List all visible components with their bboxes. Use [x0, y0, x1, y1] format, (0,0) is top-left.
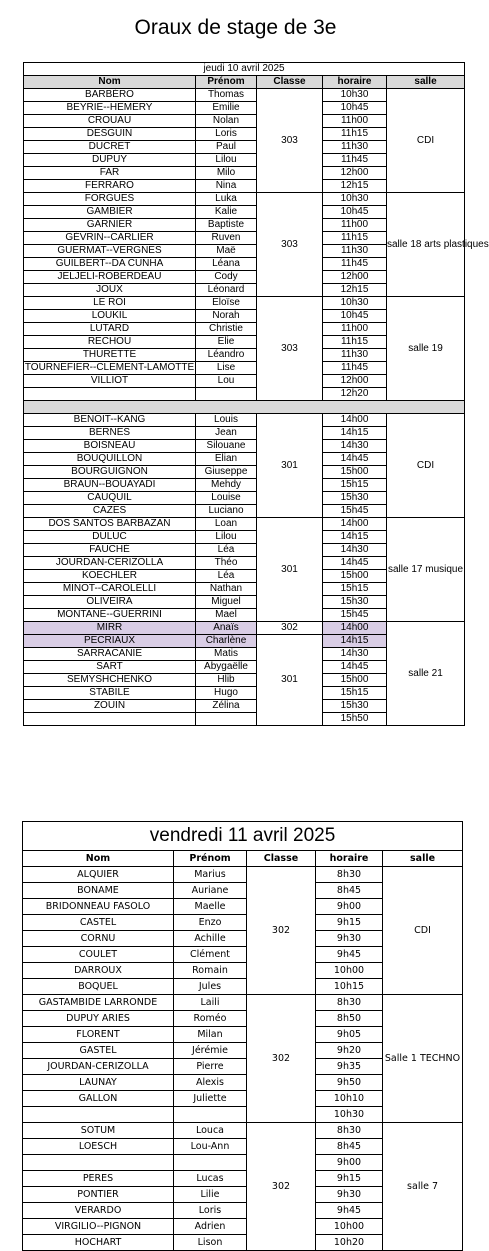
cell-prenom: Léana	[196, 258, 257, 271]
cell-horaire: 9h45	[316, 947, 383, 963]
table-row	[24, 89, 465, 102]
cell-horaire: 9h15	[316, 915, 383, 931]
cell-prenom: Louca	[174, 1123, 247, 1139]
cell-horaire: 11h30	[323, 245, 387, 258]
cell-prenom: Laili	[174, 995, 247, 1011]
cell-horaire: 15h15	[323, 583, 387, 596]
page-title: Oraux de stage de 3e	[134, 16, 337, 39]
cell-nom: FERRARO	[24, 180, 196, 193]
cell-prenom: Baptiste	[196, 219, 257, 232]
cell-prenom: Loan	[196, 518, 257, 531]
cell-salle: salle 17 musique	[387, 518, 465, 622]
cell-prenom: Jérémie	[174, 1043, 247, 1059]
cell-nom: LOUKIL	[24, 310, 196, 323]
cell-salle: CDI	[387, 89, 465, 193]
cell-prenom	[196, 713, 257, 726]
cell-horaire: 11h00	[323, 219, 387, 232]
cell-prenom: Nathan	[196, 583, 257, 596]
cell-nom: LAUNAY	[23, 1075, 174, 1091]
cell-horaire: 11h30	[323, 141, 387, 154]
cell-horaire: 15h00	[323, 466, 387, 479]
cell-horaire: 8h45	[316, 883, 383, 899]
cell-nom: GÉVRIN--CARLIER	[24, 232, 196, 245]
cell-horaire: 9h05	[316, 1027, 383, 1043]
cell-nom: BARBÉRO	[24, 89, 196, 102]
cell-prenom: Hlib	[196, 674, 257, 687]
cell-prenom: Zélina	[196, 700, 257, 713]
cell-classe: 302	[247, 995, 316, 1123]
cell-nom: GUILBERT--DA CUNHA	[24, 258, 196, 271]
cell-nom: FLORENT	[23, 1027, 174, 1043]
cell-nom: SEMYSHCHENKO	[24, 674, 196, 687]
cell-prenom	[196, 388, 257, 401]
cell-horaire: 11h30	[323, 349, 387, 362]
cell-horaire: 10h10	[316, 1091, 383, 1107]
cell-nom: BOURGUIGNON	[24, 466, 196, 479]
cell-nom: SOTUM	[23, 1123, 174, 1139]
header-prenom: Prénom	[196, 76, 257, 89]
cell-nom: THURETTE	[24, 349, 196, 362]
cell-prenom: Clément	[174, 947, 247, 963]
header-classe: Classe	[247, 851, 316, 867]
cell-prenom: Loris	[196, 128, 257, 141]
cell-prenom: Kalie	[196, 206, 257, 219]
cell-prenom: Eloïse	[196, 297, 257, 310]
cell-nom: VERARDO	[23, 1203, 174, 1219]
cell-nom: STABILE	[24, 687, 196, 700]
cell-nom	[24, 713, 196, 726]
header-classe: Classe	[257, 76, 323, 89]
cell-prenom: Jean	[196, 427, 257, 440]
cell-horaire: 11h45	[323, 362, 387, 375]
cell-prenom: Maë	[196, 245, 257, 258]
cell-prenom: Marius	[174, 867, 247, 883]
cell-horaire: 9h30	[316, 931, 383, 947]
day-caption: jeudi 10 avril 2025	[24, 63, 465, 76]
cell-classe: 302	[257, 622, 323, 635]
cell-horaire: 10h30	[316, 1107, 383, 1123]
cell-prenom: Cody	[196, 271, 257, 284]
cell-horaire: 9h45	[316, 1203, 383, 1219]
cell-prenom: Loris	[174, 1203, 247, 1219]
cell-nom: GARNIER	[24, 219, 196, 232]
cell-horaire: 14h00	[323, 622, 387, 635]
cell-nom: BOQUEL	[23, 979, 174, 995]
cell-classe: 302	[247, 867, 316, 995]
header-salle: salle	[383, 851, 463, 867]
cell-nom: LE ROI	[24, 297, 196, 310]
cell-nom: BENOIT--KANG	[24, 414, 196, 427]
cell-nom: MINOT--CAROLELLI	[24, 583, 196, 596]
cell-prenom: Milan	[174, 1027, 247, 1043]
cell-horaire: 9h00	[316, 1155, 383, 1171]
cell-nom: OLIVEIRA	[24, 596, 196, 609]
table-row	[24, 193, 465, 206]
cell-nom: JOURDAN-CERIZOLLA	[23, 1059, 174, 1075]
cell-nom: BRAUN--BOUAYADI	[24, 479, 196, 492]
cell-prenom: Léonard	[196, 284, 257, 297]
cell-nom: GASTAMBIDE LARRONDE	[23, 995, 174, 1011]
header-salle: salle	[387, 76, 465, 89]
cell-prenom: Anaïs	[196, 622, 257, 635]
cell-horaire: 9h00	[316, 899, 383, 915]
cell-prenom: Adrien	[174, 1219, 247, 1235]
cell-horaire: 15h30	[323, 596, 387, 609]
header-nom: Nom	[24, 76, 196, 89]
cell-horaire: 8h45	[316, 1139, 383, 1155]
cell-nom: DOS SANTOS BARBAZAN	[24, 518, 196, 531]
cell-prenom: Juliette	[174, 1091, 247, 1107]
cell-nom: GALLON	[23, 1091, 174, 1107]
cell-horaire: 8h30	[316, 1123, 383, 1139]
cell-prenom: Christie	[196, 323, 257, 336]
cell-prenom: Nina	[196, 180, 257, 193]
header-horaire: horaire	[323, 76, 387, 89]
cell-horaire: 11h00	[323, 115, 387, 128]
cell-prenom: Charlène	[196, 635, 257, 648]
cell-nom: FAR	[24, 167, 196, 180]
cell-prenom: Louise	[196, 492, 257, 505]
cell-nom: CORNU	[23, 931, 174, 947]
cell-horaire: 14h00	[323, 414, 387, 427]
cell-horaire: 9h35	[316, 1059, 383, 1075]
cell-horaire: 10h45	[323, 310, 387, 323]
cell-prenom	[174, 1155, 247, 1171]
cell-horaire: 12h15	[323, 180, 387, 193]
cell-horaire: 10h30	[323, 297, 387, 310]
cell-prenom: Mael	[196, 609, 257, 622]
cell-prenom: Alexis	[174, 1075, 247, 1091]
cell-nom: JOURDAN-CERIZOLLA	[24, 557, 196, 570]
cell-prenom: Pierre	[174, 1059, 247, 1075]
cell-prenom: Léandro	[196, 349, 257, 362]
cell-horaire: 11h15	[323, 232, 387, 245]
cell-salle: CDI	[387, 414, 465, 518]
cell-horaire: 11h45	[323, 154, 387, 167]
cell-horaire: 14h30	[323, 440, 387, 453]
cell-nom: CAUQUIL	[24, 492, 196, 505]
cell-horaire: 12h00	[323, 167, 387, 180]
cell-horaire: 8h50	[316, 1011, 383, 1027]
cell-classe: 303	[257, 89, 323, 193]
cell-nom: JELJELI-ROBERDEAU	[24, 271, 196, 284]
cell-nom	[24, 388, 196, 401]
cell-prenom: Giuseppe	[196, 466, 257, 479]
cell-prenom: Lou-Ann	[174, 1139, 247, 1155]
cell-nom: LUTARD	[24, 323, 196, 336]
cell-prenom: Elie	[196, 336, 257, 349]
cell-horaire: 9h15	[316, 1171, 383, 1187]
cell-classe: 302	[247, 1123, 316, 1251]
cell-horaire: 15h45	[323, 609, 387, 622]
cell-horaire: 10h00	[316, 963, 383, 979]
cell-horaire: 15h30	[323, 700, 387, 713]
cell-horaire: 14h45	[323, 661, 387, 674]
cell-nom: DUPUY	[24, 154, 196, 167]
cell-nom: CAZES	[24, 505, 196, 518]
cell-salle: CDI	[383, 867, 463, 995]
cell-prenom: Lilou	[196, 531, 257, 544]
table-row	[24, 622, 465, 635]
cell-horaire: 10h30	[323, 193, 387, 206]
cell-nom: DESGUIN	[24, 128, 196, 141]
cell-horaire: 10h15	[316, 979, 383, 995]
cell-prenom: Nolan	[196, 115, 257, 128]
cell-nom: RECHOU	[24, 336, 196, 349]
cell-prenom: Léa	[196, 570, 257, 583]
cell-prenom: Lou	[196, 375, 257, 388]
cell-horaire: 11h15	[323, 128, 387, 141]
cell-prenom: Silouane	[196, 440, 257, 453]
header-horaire: horaire	[316, 851, 383, 867]
cell-horaire: 15h30	[323, 492, 387, 505]
header-nom: Nom	[23, 851, 174, 867]
cell-nom: BRIDONNEAU FASOLO	[23, 899, 174, 915]
cell-nom: CROUAU	[24, 115, 196, 128]
cell-salle: salle 21	[387, 622, 465, 726]
cell-horaire: 14h45	[323, 557, 387, 570]
cell-horaire: 14h45	[323, 453, 387, 466]
table-row	[24, 297, 465, 310]
cell-horaire: 14h30	[323, 648, 387, 661]
cell-prenom: Abygaëlle	[196, 661, 257, 674]
cell-prenom: Léa	[196, 544, 257, 557]
cell-nom: SARRACANIE	[24, 648, 196, 661]
cell-prenom	[174, 1107, 247, 1123]
cell-nom: BOISNEAU	[24, 440, 196, 453]
cell-nom: KOECHLER	[24, 570, 196, 583]
separator-row	[24, 401, 465, 414]
cell-nom: FORGUES	[24, 193, 196, 206]
cell-prenom: Luciano	[196, 505, 257, 518]
table-row	[23, 995, 463, 1011]
table-row	[24, 518, 465, 531]
cell-prenom: Romain	[174, 963, 247, 979]
cell-horaire: 10h20	[316, 1235, 383, 1251]
cell-prenom: Auriane	[174, 883, 247, 899]
cell-prenom: Lison	[174, 1235, 247, 1251]
cell-horaire: 8h30	[316, 867, 383, 883]
cell-prenom: Lucas	[174, 1171, 247, 1187]
cell-nom: BONAME	[23, 883, 174, 899]
cell-nom: GASTEL	[23, 1043, 174, 1059]
schedule-table-day-2	[22, 821, 463, 1251]
cell-horaire: 12h00	[323, 375, 387, 388]
cell-prenom: Roméo	[174, 1011, 247, 1027]
cell-horaire: 15h50	[323, 713, 387, 726]
cell-nom: DUPUY ARIES	[23, 1011, 174, 1027]
cell-nom: DARROUX	[23, 963, 174, 979]
cell-prenom: Norah	[196, 310, 257, 323]
cell-nom: ALQUIER	[23, 867, 174, 883]
cell-horaire: 15h00	[323, 674, 387, 687]
cell-horaire: 12h00	[323, 271, 387, 284]
cell-horaire: 11h00	[323, 323, 387, 336]
cell-nom: PECRIAUX	[24, 635, 196, 648]
cell-nom: PONTIER	[23, 1187, 174, 1203]
header-prenom: Prénom	[174, 851, 247, 867]
cell-horaire: 9h50	[316, 1075, 383, 1091]
cell-nom: BEYRIE--HEMERY	[24, 102, 196, 115]
cell-prenom: Matis	[196, 648, 257, 661]
cell-nom: GUERMAT--VERGNES	[24, 245, 196, 258]
cell-classe: 303	[257, 193, 323, 297]
day-caption: vendredi 11 avril 2025	[23, 822, 463, 851]
cell-prenom: Elian	[196, 453, 257, 466]
cell-nom: VILLIOT	[24, 375, 196, 388]
cell-horaire: 15h15	[323, 479, 387, 492]
cell-prenom: Lilou	[196, 154, 257, 167]
cell-classe: 303	[257, 297, 323, 401]
cell-nom: PERES	[23, 1171, 174, 1187]
cell-horaire: 14h00	[323, 518, 387, 531]
table-row	[24, 414, 465, 427]
cell-prenom: Enzo	[174, 915, 247, 931]
cell-horaire: 10h30	[323, 89, 387, 102]
cell-nom: CASTEL	[23, 915, 174, 931]
cell-nom: LOESCH	[23, 1139, 174, 1155]
cell-nom: DUCRET	[24, 141, 196, 154]
cell-horaire: 9h30	[316, 1187, 383, 1203]
schedule-table-day-1	[23, 62, 489, 726]
cell-horaire: 10h00	[316, 1219, 383, 1235]
cell-horaire: 9h20	[316, 1043, 383, 1059]
cell-horaire: 14h15	[323, 531, 387, 544]
cell-prenom: Ruven	[196, 232, 257, 245]
cell-horaire: 12h15	[323, 284, 387, 297]
cell-nom: MIRR	[24, 622, 196, 635]
cell-nom: SART	[24, 661, 196, 674]
cell-nom: COULET	[23, 947, 174, 963]
cell-horaire: 15h45	[323, 505, 387, 518]
cell-classe: 301	[257, 414, 323, 518]
cell-nom: DULUC	[24, 531, 196, 544]
cell-horaire: 11h45	[323, 258, 387, 271]
cell-horaire: 10h45	[323, 102, 387, 115]
cell-nom: ZOUIN	[24, 700, 196, 713]
cell-nom: BOUQUILLON	[24, 453, 196, 466]
cell-prenom: Jules	[174, 979, 247, 995]
cell-nom	[23, 1107, 174, 1123]
cell-prenom: Milo	[196, 167, 257, 180]
cell-prenom: Louis	[196, 414, 257, 427]
cell-salle: salle 7	[383, 1123, 463, 1251]
cell-horaire: 12h20	[323, 388, 387, 401]
cell-prenom: Maelle	[174, 899, 247, 915]
cell-horaire: 15h00	[323, 570, 387, 583]
cell-classe: 301	[257, 635, 323, 726]
cell-prenom: Lilie	[174, 1187, 247, 1203]
cell-horaire: 14h30	[323, 544, 387, 557]
cell-prenom: Miguel	[196, 596, 257, 609]
cell-prenom: Luka	[196, 193, 257, 206]
cell-salle: salle 18 arts plastiques	[387, 193, 465, 297]
cell-prenom: Paul	[196, 141, 257, 154]
cell-horaire: 14h15	[323, 635, 387, 648]
cell-nom: MONTANE--GUERRINI	[24, 609, 196, 622]
cell-prenom: Achille	[174, 931, 247, 947]
cell-nom: VIRGILIO--PIGNON	[23, 1219, 174, 1235]
cell-classe: 301	[257, 518, 323, 622]
cell-prenom: Emilie	[196, 102, 257, 115]
cell-nom: BERNES	[24, 427, 196, 440]
cell-horaire: 14h15	[323, 427, 387, 440]
cell-prenom: Thomas	[196, 89, 257, 102]
separator-cell	[24, 401, 465, 414]
cell-nom	[23, 1155, 174, 1171]
cell-nom: JOUX	[24, 284, 196, 297]
cell-prenom: Théo	[196, 557, 257, 570]
cell-nom: GAMBIER	[24, 206, 196, 219]
cell-prenom: Hugo	[196, 687, 257, 700]
table-row	[23, 1123, 463, 1139]
cell-salle: salle 19	[387, 297, 465, 401]
cell-horaire: 11h15	[323, 336, 387, 349]
cell-prenom: Mehdy	[196, 479, 257, 492]
cell-horaire: 10h45	[323, 206, 387, 219]
cell-horaire: 15h15	[323, 687, 387, 700]
cell-salle: Salle 1 TECHNO	[383, 995, 463, 1123]
cell-nom: TOURNEFIER--CLEMENT-LAMOTTE	[24, 362, 195, 373]
cell-prenom: Lise	[196, 362, 257, 375]
table-row	[23, 867, 463, 883]
cell-nom: FAUCHÉ	[24, 544, 196, 557]
cell-nom: HOCHART	[23, 1235, 174, 1251]
cell-horaire: 8h30	[316, 995, 383, 1011]
